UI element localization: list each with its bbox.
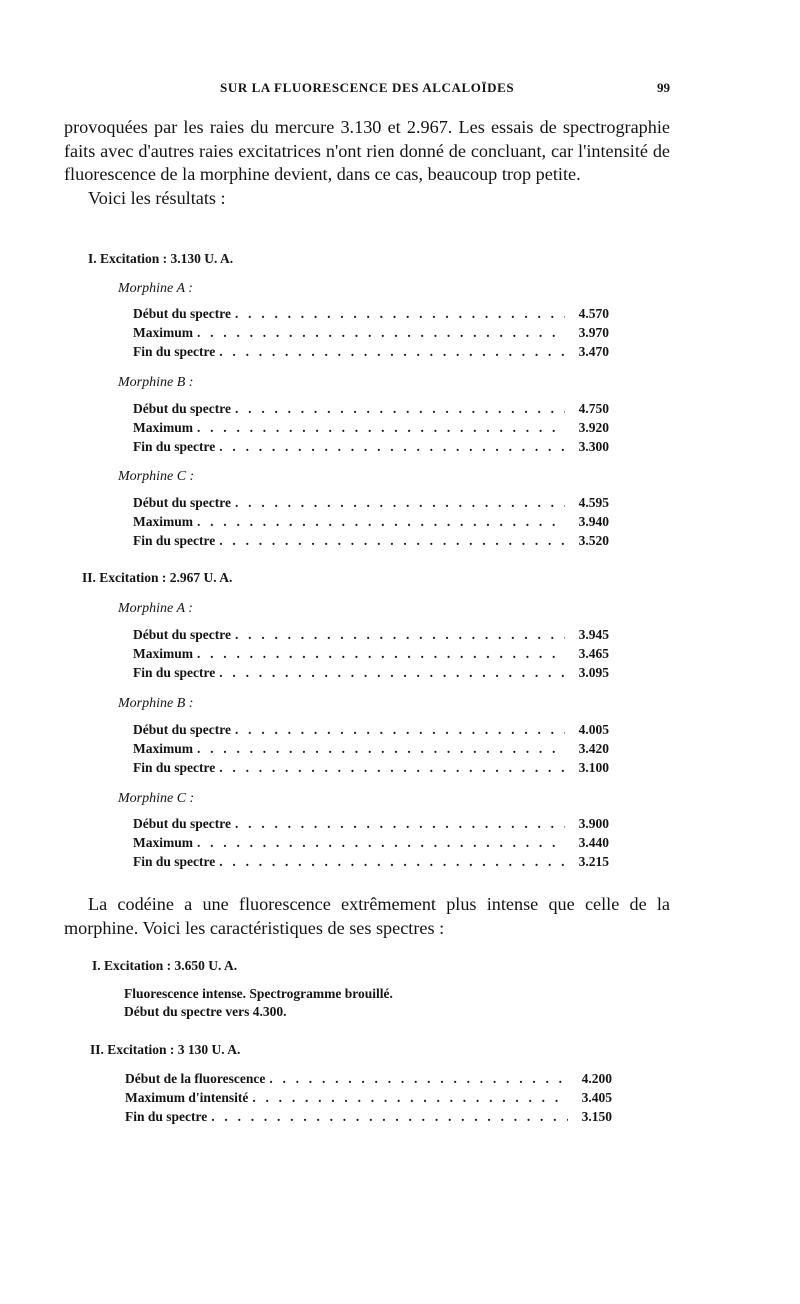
morphine-1b-name: Morphine B : bbox=[118, 375, 194, 390]
row-value: 3.405 bbox=[581, 1090, 612, 1105]
row-value: 3.920 bbox=[578, 420, 609, 435]
morphine-2a-name: Morphine A : bbox=[118, 601, 193, 616]
dot-leader bbox=[197, 325, 565, 341]
morphine-section-1-heading: I. Excitation : 3.130 U. A. bbox=[88, 251, 234, 266]
page-number: 99 bbox=[657, 80, 670, 95]
dot-leader bbox=[219, 665, 565, 681]
row-value: 3.420 bbox=[578, 741, 609, 756]
dot-leader bbox=[269, 1071, 568, 1087]
row-label: Maximum bbox=[133, 741, 193, 756]
dot-leader bbox=[197, 420, 565, 436]
dot-leader bbox=[197, 646, 565, 662]
row-value: 3.940 bbox=[578, 514, 609, 529]
data-row bbox=[125, 1071, 612, 1089]
data-row bbox=[133, 722, 609, 740]
data-row bbox=[133, 325, 609, 343]
data-row bbox=[133, 306, 609, 324]
row-label: Fin du spectre bbox=[125, 1109, 208, 1124]
dot-leader bbox=[219, 439, 565, 455]
dot-leader bbox=[235, 401, 565, 417]
dot-leader bbox=[235, 495, 565, 511]
row-value: 3.150 bbox=[581, 1109, 612, 1124]
data-row bbox=[133, 533, 609, 551]
row-label: Début du spectre bbox=[133, 722, 232, 737]
data-row bbox=[125, 1109, 612, 1127]
data-row bbox=[133, 665, 609, 683]
data-row bbox=[133, 854, 609, 872]
dot-leader bbox=[235, 722, 565, 738]
row-label: Début du spectre bbox=[133, 401, 232, 416]
data-row bbox=[133, 514, 609, 532]
row-label: Fin du spectre bbox=[133, 854, 216, 869]
row-label: Fin du spectre bbox=[133, 344, 216, 359]
codeine-text: La codéine a une fluorescence extrêmement plus intense que celle de la morphine. Voici les caractéristiques de ses spectres : bbox=[64, 894, 670, 938]
row-value: 3.300 bbox=[578, 439, 609, 454]
codeine-paragraph bbox=[64, 892, 670, 940]
data-row bbox=[133, 760, 609, 778]
morphine-1a-name: Morphine A : bbox=[118, 281, 193, 296]
dot-leader bbox=[211, 1109, 568, 1125]
row-label: Début du spectre bbox=[133, 495, 232, 510]
row-label: Maximum bbox=[133, 325, 193, 340]
row-label: Début du spectre bbox=[133, 627, 232, 642]
dot-leader bbox=[197, 835, 565, 851]
data-row bbox=[133, 627, 609, 645]
row-label: Début de la fluorescence bbox=[125, 1071, 266, 1086]
dot-leader bbox=[235, 816, 565, 832]
data-row bbox=[125, 1090, 612, 1108]
dot-leader bbox=[235, 306, 565, 322]
dot-leader bbox=[219, 533, 565, 549]
dot-leader bbox=[252, 1090, 568, 1106]
data-row bbox=[133, 646, 609, 664]
row-label: Fin du spectre bbox=[133, 533, 216, 548]
dot-leader bbox=[197, 514, 565, 530]
data-row bbox=[133, 741, 609, 759]
row-value: 4.200 bbox=[581, 1071, 612, 1086]
row-value: 3.440 bbox=[578, 835, 609, 850]
dot-leader bbox=[219, 760, 565, 776]
row-value: 4.570 bbox=[578, 306, 609, 321]
row-value: 3.520 bbox=[578, 533, 609, 548]
row-label: Maximum d'intensité bbox=[125, 1090, 249, 1105]
data-row bbox=[133, 344, 609, 362]
row-value: 3.095 bbox=[578, 665, 609, 680]
morphine-section-2-heading: II. Excitation : 2.967 U. A. bbox=[82, 570, 233, 585]
running-header bbox=[60, 80, 670, 102]
codeine-section-1-heading: I. Excitation : 3.650 U. A. bbox=[92, 958, 238, 973]
row-value: 4.005 bbox=[578, 722, 609, 737]
dot-leader bbox=[197, 741, 565, 757]
results-intro: Voici les résultats : bbox=[88, 187, 226, 208]
row-label: Début du spectre bbox=[133, 816, 232, 831]
row-label: Maximum bbox=[133, 646, 193, 661]
dot-leader bbox=[235, 627, 565, 643]
dot-leader bbox=[219, 854, 565, 870]
data-row bbox=[133, 495, 609, 513]
row-value: 3.465 bbox=[578, 646, 609, 661]
data-row bbox=[133, 835, 609, 853]
morphine-2c-name: Morphine C : bbox=[118, 791, 195, 806]
data-row bbox=[133, 439, 609, 457]
data-row bbox=[133, 420, 609, 438]
row-value: 3.470 bbox=[578, 344, 609, 359]
row-value: 4.595 bbox=[578, 495, 609, 510]
intro-paragraph: provoquées par les raies du mercure 3.130 et 2.967. Les essais de spectrographie faits avec d'autres raies excitatrices n'ont rien donné de concluant, car l'intensité de fluorescence de la morphine devient, dans ce cas, beaucoup trop petite. bbox=[64, 117, 670, 184]
row-label: Fin du spectre bbox=[133, 665, 216, 680]
row-label: Début du spectre bbox=[133, 306, 232, 321]
row-label: Maximum bbox=[133, 835, 193, 850]
row-value: 3.970 bbox=[578, 325, 609, 340]
row-label: Maximum bbox=[133, 420, 193, 435]
row-label: Fin du spectre bbox=[133, 439, 216, 454]
row-label: Fin du spectre bbox=[133, 760, 216, 775]
dot-leader bbox=[219, 344, 565, 360]
morphine-1c-name: Morphine C : bbox=[118, 469, 195, 484]
data-row bbox=[133, 401, 609, 419]
codeine-note-1: Fluorescence intense. Spectrogramme brouillé. bbox=[124, 986, 393, 1001]
running-title: SUR LA FLUORESCENCE DES ALCALOÏDES bbox=[220, 80, 515, 95]
codeine-section-2-heading: II. Excitation : 3 130 U. A. bbox=[90, 1042, 241, 1057]
data-row bbox=[133, 816, 609, 834]
row-value: 4.750 bbox=[578, 401, 609, 416]
row-value: 3.900 bbox=[578, 816, 609, 831]
intro-text bbox=[64, 116, 670, 210]
row-value: 3.215 bbox=[578, 854, 609, 869]
row-label: Maximum bbox=[133, 514, 193, 529]
row-value: 3.945 bbox=[578, 627, 609, 642]
row-value: 3.100 bbox=[578, 760, 609, 775]
codeine-note-2: Début du spectre vers 4.300. bbox=[124, 1004, 287, 1019]
morphine-2b-name: Morphine B : bbox=[118, 696, 194, 711]
